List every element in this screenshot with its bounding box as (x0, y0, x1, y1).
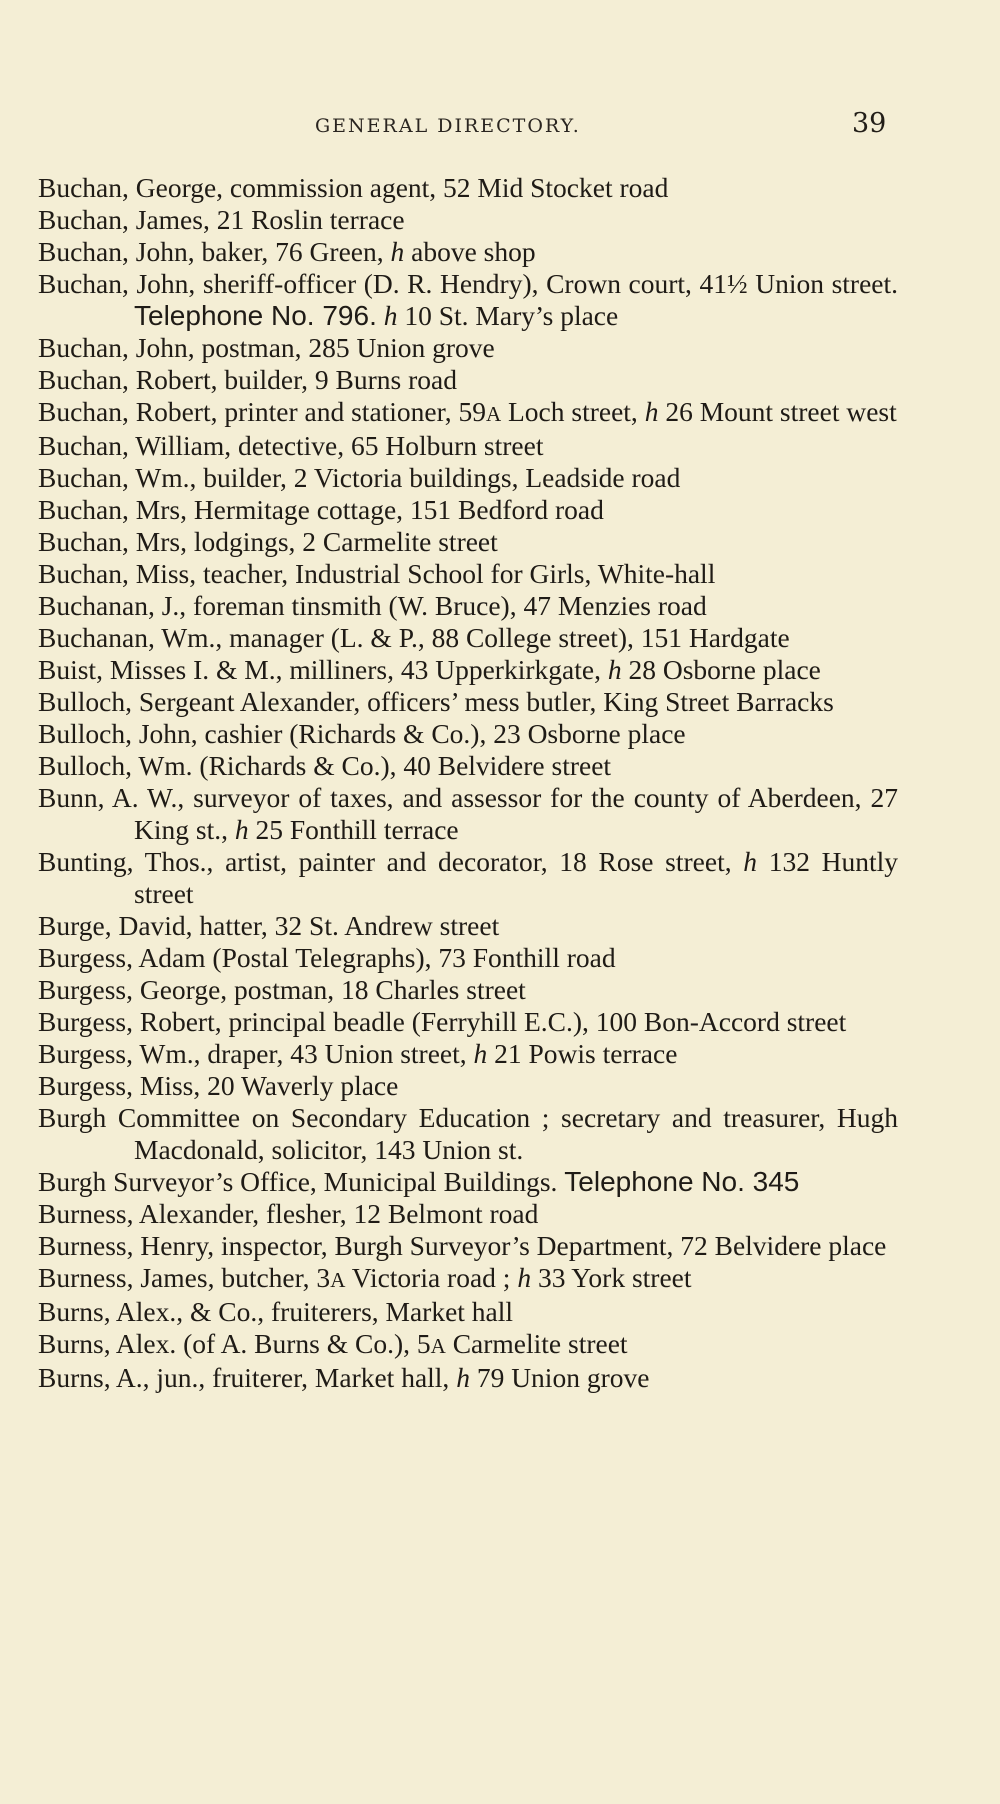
entry-text: Burgh Committee on Secondary Education ; secretary and treasurer, Hugh Macdonald, solicitor, 143 Union st. (38, 1102, 898, 1165)
small-cap-letter: A (330, 1268, 346, 1292)
entry-text: Burness, Alexander, flesher, 12 Belmont road (38, 1198, 539, 1229)
home-address-marker: h (383, 300, 398, 331)
entry-text: Bunting, Thos., artist, painter and decorator, 18 Rose street, (38, 846, 744, 877)
entry-text: 28 Osborne place (621, 654, 821, 685)
directory-entry (38, 1070, 898, 1102)
home-address-marker: h (644, 396, 659, 427)
directory-entry (38, 590, 898, 622)
entry-text: Bulloch, John, cashier (Richards & Co.), 23 Osborne place (38, 718, 686, 749)
entry-text: Burns, Alex. (of A. Burns & Co.), 5 (38, 1328, 431, 1359)
entry-text: Victoria road ; (345, 1262, 518, 1293)
entry-text: Bulloch, Sergeant Alexander, officers’ mess butler, King Street Barracks (38, 686, 834, 717)
directory-entry (38, 1262, 898, 1296)
directory-entry (38, 364, 898, 396)
directory-entry (38, 268, 898, 332)
telephone-number: Telephone No. 796. (134, 300, 377, 331)
directory-entry (38, 558, 898, 590)
entry-text: Buchan, Mrs, Hermitage cottage, 151 Bedford road (38, 494, 604, 525)
entry-text: Buchan, John, sheriff-officer (D. R. Hendry), Crown court, 41½ Union street. (38, 268, 898, 299)
directory-entry (38, 332, 898, 364)
entry-text: Burgess, George, postman, 18 Charles street (38, 974, 526, 1005)
entry-text: Buchan, John, postman, 285 Union grove (38, 332, 495, 363)
home-address-marker: h (743, 846, 758, 877)
entry-text: Carmelite street (445, 1328, 628, 1359)
home-address-marker: h (390, 236, 405, 267)
entry-text: Burness, Henry, inspector, Burgh Surveyor’s Department, 72 Belvidere place (38, 1230, 887, 1261)
directory-entry (38, 430, 898, 462)
home-address-marker: h (234, 814, 249, 845)
directory-entry (38, 974, 898, 1006)
entry-text: Burness, James, butcher, 3 (38, 1262, 331, 1293)
telephone-number: Telephone No. 345 (564, 1166, 800, 1197)
home-address-marker: h (517, 1262, 532, 1293)
entry-text: 25 Fonthill terrace (248, 814, 459, 845)
directory-entry (38, 494, 898, 526)
entry-text: Bulloch, Wm. (Richards & Co.), 40 Belvidere street (38, 750, 612, 781)
directory-entry (38, 654, 898, 686)
directory-entry (38, 1296, 898, 1328)
directory-entry (38, 718, 898, 750)
directory-entry (38, 1038, 898, 1070)
page-header (0, 108, 1000, 144)
directory-entry (38, 1362, 898, 1394)
directory-entry (38, 396, 898, 430)
entry-text: 132 Huntly street (134, 846, 899, 909)
directory-entry (38, 622, 898, 654)
entry-text: Buchan, Mrs, lodgings, 2 Carmelite street (38, 526, 498, 557)
entry-text: Burge, David, hatter, 32 St. Andrew street (38, 910, 500, 941)
entry-text: Buchan, Robert, printer and stationer, 59 (38, 396, 486, 427)
directory-entry (38, 462, 898, 494)
small-cap-letter: A (430, 1334, 446, 1358)
entry-text: Burgess, Miss, 20 Waverly place (38, 1070, 399, 1101)
entry-text: Burns, A., jun., fruiterer, Market hall, (38, 1362, 457, 1393)
directory-entry (38, 1198, 898, 1230)
directory-entry (38, 204, 898, 236)
entry-text: Buchan, James, 21 Roslin terrace (38, 204, 405, 235)
entry-text: Burgess, Adam (Postal Telegraphs), 73 Fonthill road (38, 942, 616, 973)
directory-entry (38, 782, 898, 846)
page-number: 39 (852, 108, 887, 139)
directory-entry (38, 1102, 898, 1166)
entry-text: Buchan, George, commission agent, 52 Mid Stocket road (38, 172, 669, 203)
directory-entry (38, 172, 898, 204)
entry-text: Buchan, Wm., builder, 2 Victoria buildings, Leadside road (38, 462, 681, 493)
home-address-marker: h (473, 1038, 488, 1069)
directory-entry (38, 910, 898, 942)
entry-text: Buchan, Miss, teacher, Industrial School for Girls, White-hall (38, 558, 716, 589)
directory-entry (38, 750, 898, 782)
entry-text: Buchanan, J., foreman tinsmith (W. Bruce), 47 Menzies road (38, 590, 707, 621)
entry-text: Buchanan, Wm., manager (L. & P., 88 College street), 151 Hardgate (38, 622, 790, 653)
entry-text: Loch street, (501, 396, 645, 427)
entry-text: Buchan, John, baker, 76 Green, (38, 236, 391, 267)
directory-entries (38, 172, 898, 1394)
entry-text: Bunn, A. W., surveyor of taxes, and assessor for the county of Aberdeen, 27 King st., (38, 782, 898, 845)
directory-entry (38, 1230, 898, 1262)
entry-text: above shop (404, 236, 536, 267)
entry-text: 26 Mount street west (658, 396, 897, 427)
entry-text: 21 Powis terrace (487, 1038, 678, 1069)
entry-text: Buchan, William, detective, 65 Holburn street (38, 430, 544, 461)
home-address-marker: h (607, 654, 622, 685)
directory-entry (38, 942, 898, 974)
entry-text: Burgess, Wm., draper, 43 Union street, (38, 1038, 474, 1069)
entry-text: Buist, Misses I. & M., milliners, 43 Upperkirkgate, (38, 654, 608, 685)
entry-text (377, 300, 384, 331)
entry-text: Buchan, Robert, builder, 9 Burns road (38, 364, 457, 395)
entry-text: 10 St. Mary’s place (397, 300, 619, 331)
entry-text: Burgess, Robert, principal beadle (Ferryhill E.C.), 100 Bon-Accord street (38, 1006, 847, 1037)
directory-entry (38, 1328, 898, 1362)
directory-entry (38, 1006, 898, 1038)
small-cap-letter: A (485, 402, 502, 426)
entry-text: Burns, Alex., & Co., fruiterers, Market hall (38, 1296, 514, 1327)
entry-text: Burgh Surveyor’s Office, Municipal Buildings. (38, 1166, 565, 1197)
entry-text: 33 York street (531, 1262, 692, 1293)
directory-entry (38, 846, 898, 910)
directory-entry (38, 1166, 898, 1198)
directory-entry (38, 236, 898, 268)
directory-entry (38, 526, 898, 558)
home-address-marker: h (456, 1362, 470, 1393)
entry-text: 79 Union grove (469, 1362, 650, 1393)
directory-entry (38, 686, 898, 718)
running-head: GENERAL DIRECTORY. (315, 115, 581, 137)
